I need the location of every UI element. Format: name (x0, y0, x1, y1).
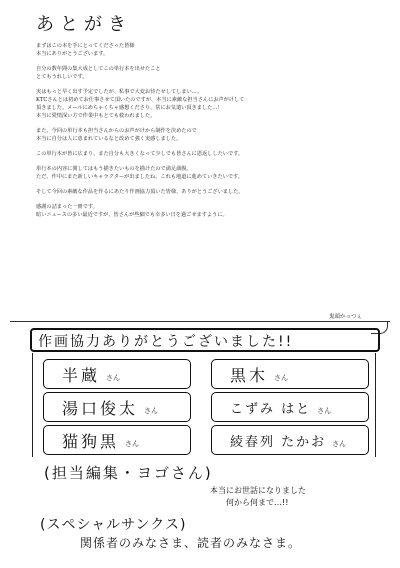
divider-line (10, 321, 390, 322)
helper-name: 湯口俊太 (62, 398, 139, 418)
text-line: そして今回の素敵な作品を作るにあたり作画協力頂いた皆様、ありがとうございました。 (36, 189, 244, 195)
helper-name: 半蔵 (62, 365, 101, 385)
text-line: 感謝の詰まった一冊です。 (36, 204, 98, 210)
text-line: まずはこの本を手にとってくださった皆様 (36, 43, 135, 49)
text-line: この単行本が皆に広まり、また自分も大きくなって少しでも皆さんに恩返ししたいです。 (36, 151, 244, 157)
paragraph (36, 127, 366, 143)
helper-card (43, 392, 191, 422)
afterword-title: あとがき (36, 14, 132, 35)
helper-honorific: さん (332, 440, 347, 448)
helper-honorific: さん (274, 374, 289, 382)
helper-honorific: さん (125, 440, 140, 448)
text-line: とてもうれしいです。 (36, 74, 88, 80)
editor-heading: (担当編集・ヨゴさん) (44, 464, 213, 482)
helper-name-grid (32, 353, 376, 457)
helper-card (43, 359, 191, 389)
paragraph (36, 165, 366, 181)
thanks-banner: 作画協力ありがとうございました!! (30, 328, 380, 352)
text-line: 単行本の内容に関してはもう描きたいものを描けたので満足満腹。 (36, 166, 192, 172)
helper-name: 黒木 (230, 365, 269, 385)
text-line: ただ、作中にまた新しいキャラクターが出ましたね。これも地道に進めていきたいです。 (36, 174, 243, 180)
paragraph (36, 65, 366, 81)
helper-card (43, 425, 191, 455)
helper-honorific: さん (106, 374, 121, 382)
text-line: 自分の数年間の集大成としてこの単行本を出せたこと (36, 66, 161, 72)
paragraph (36, 88, 366, 120)
helper-honorific: さん (144, 407, 159, 415)
special-thanks-heading: (スペシャルサンクス) (40, 517, 187, 533)
helper-card (211, 392, 369, 422)
helper-honorific: さん (317, 407, 332, 415)
special-thanks-message: 関係者のみなさま、読者のみなさま。 (80, 536, 302, 550)
paragraph (36, 188, 366, 196)
text-line: 本当に愛情深い方で作業中もとても救われました。 (36, 113, 156, 119)
paragraph (36, 203, 366, 219)
editor-message: 何から何まで…!! (226, 498, 289, 507)
text-line: 実はもっと早く出す予定でしたが、私事で大変お待たせしてしまい…。 (36, 89, 203, 95)
afterword-body (36, 42, 366, 226)
helper-card (211, 359, 369, 389)
helper-name: 綾春列 たかお (230, 434, 327, 450)
text-line: また、今回の単行本も担当さんからのお声がけから制作を決めたので (36, 128, 197, 134)
author-signature: 鬼頭かっつぇ (329, 314, 362, 320)
text-line: 暗いニュースの多い最近ですが、皆さんが些細でも幸多い日を過ごせますように。 (36, 212, 228, 218)
paragraph (36, 42, 366, 58)
helper-name: 猫狗黒 (62, 431, 120, 451)
text-line: KTCさんとは初めてお仕事させて頂いたのですが、本当に素敵な担当さんにお声がけして (36, 97, 245, 103)
helper-name: こずみ はと (230, 401, 312, 417)
helper-card (211, 425, 369, 455)
text-line: 本当にありがとうございます。 (36, 51, 109, 57)
text-line: 本当に自分は人に恵まれているなと改めて強く実感しました。 (36, 136, 182, 142)
editor-message: 本当にお世話になりました (210, 486, 306, 495)
paragraph (36, 150, 366, 158)
text-line: 頂きました。メールにめちゃくちゃ感想くださり、常にお気遣い頂きました…！ (36, 105, 223, 111)
